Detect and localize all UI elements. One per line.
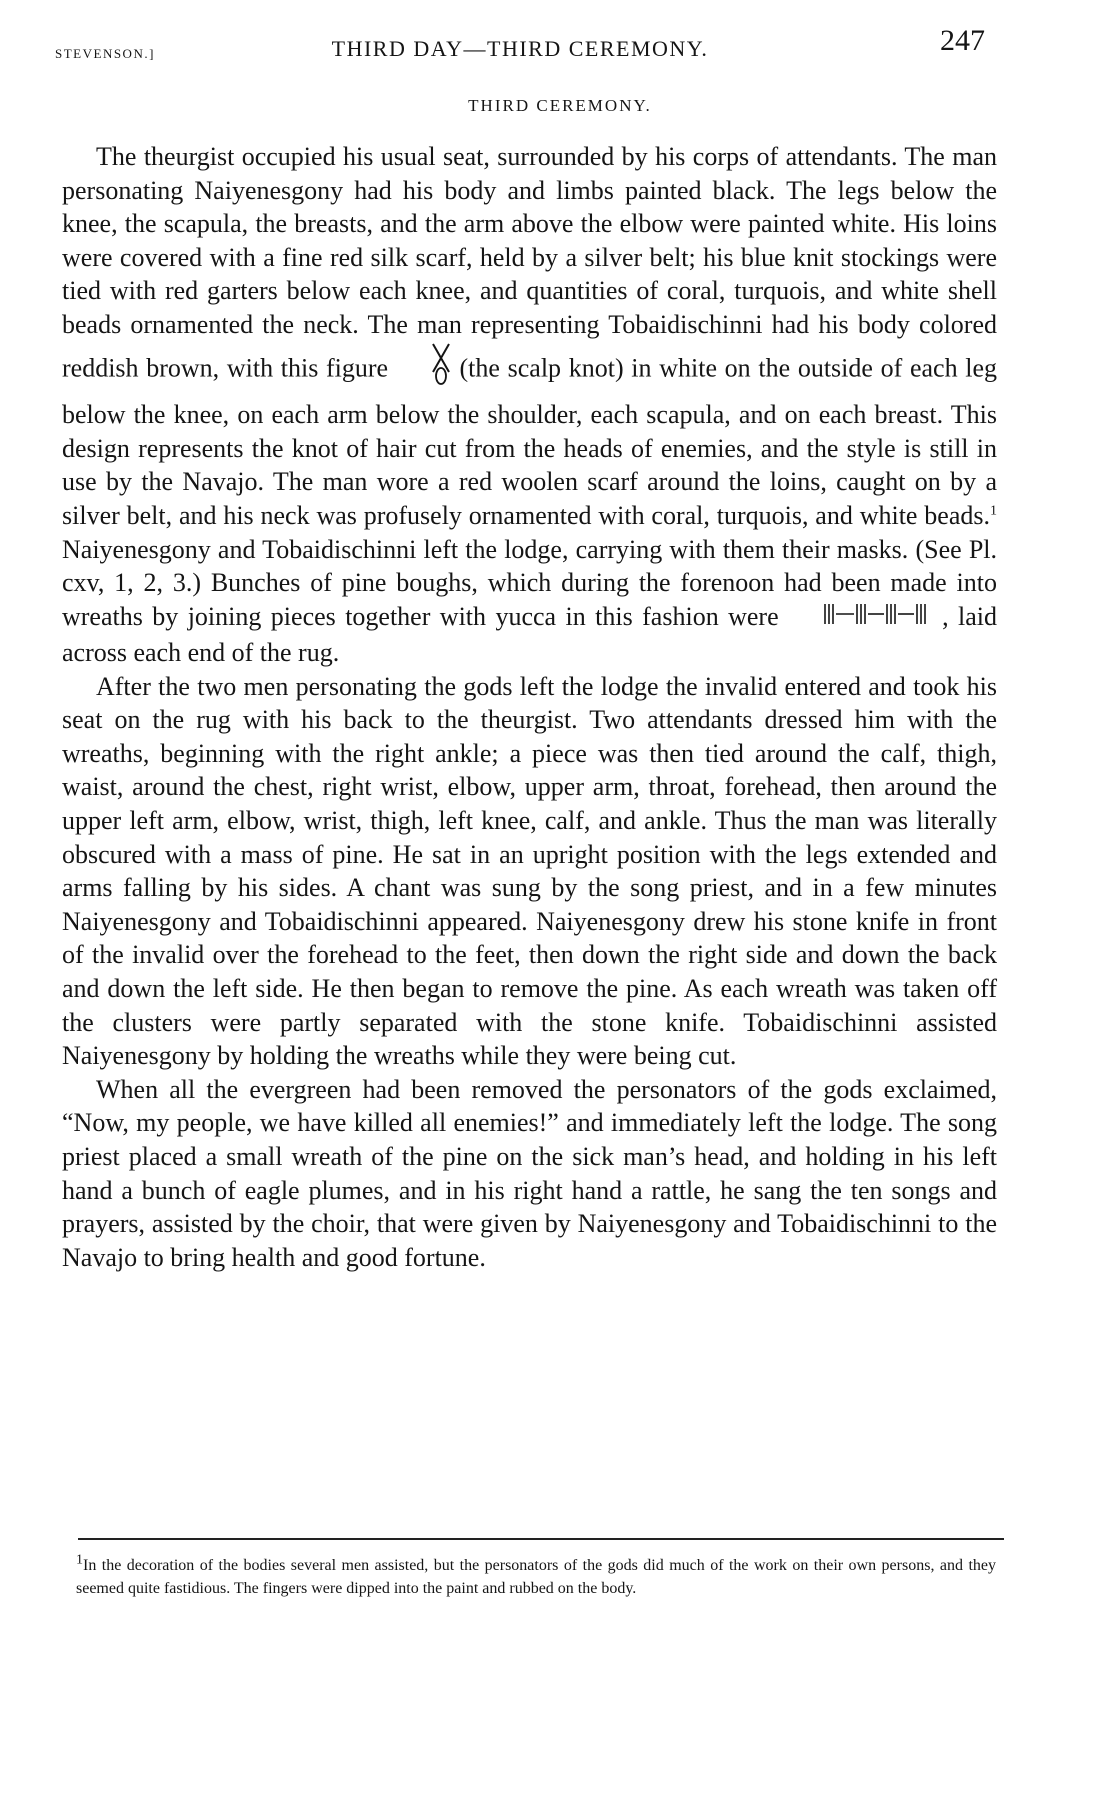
footnote-divider	[78, 1538, 1004, 1540]
footnote	[76, 1554, 996, 1600]
running-head	[55, 24, 985, 74]
paragraph-1-part-c: Naiyenesgony and Tobaidischinni left the lodge, carrying with them their masks. (See Pl. cxv, 1, 2, 3.) Bunches of pine boughs, which during the forenoon had been made into wreaths by joining pieces together with yucca in this fashion were	[62, 534, 997, 631]
paragraph-2: After the two men personating the gods left the lodge the invalid entered and took his seat on the rug with his back to the theurgist. Two attendants dressed him with the wreaths, beginning with the right ankle; a piece was then tied around the calf, thigh, waist, around the chest, right wrist, elbow, upper arm, throat, forehead, then around the upper left arm, elbow, wrist, thigh, left knee, calf, and ankle. Thus the man was literally obscured with a mass of pine. He sat in an upright position with the legs extended and arms falling by his sides. A chant was sung by the song priest, and in a few minutes Naiyenesgony and Tobaidischinni appeared. Naiyenesgony drew his stone knife in front of the invalid over the forehead to the feet, then down the right side and down the back and down the left side. He then began to remove the pine. As each wreath was taken off the clusters were partly separated with the stone knife. Tobaidischinni assisted Naiyenesgony by holding the wreaths while they were being cut.	[62, 671, 997, 1071]
footnote-reference: 1	[990, 503, 997, 519]
running-head-author: STEVENSON.]	[55, 46, 155, 61]
footnote-text: In the decoration of the bodies several men assisted, but the personators of the gods did much of the work on their own persons, and they seemed quite fastidious. The fingers were dipped into the paint and rubbed on the body.	[76, 1557, 996, 1597]
pine-wreath-figure-icon	[788, 601, 942, 636]
paragraph-3: When all the evergreen had been removed the personators of the gods exclaimed, “Now, my people, we have killed all enemies!” and immediately left the lodge. The song priest placed a small wreath of the pine on the sick man’s head, and holding in his left hand a bunch of eagle plumes, and in his right hand a rattle, he sang the ten songs and prayers, assisted by the choir, that were given by Naiyenesgony and Tobaidischinni to the Navajo to bring health and good fortune.	[62, 1074, 997, 1272]
paragraph-1-part-b: (the scalp knot) in white on the outside of each leg below the knee, on each arm below the shoulder, each scapula, and on each breast. This design represents the knot of hair cut from the heads of enemies, and the style is still in use by the Navajo. The man wore a red woolen scarf around the loins, caught on by a silver belt, and his neck was profusely ornamented with coral, turquois, and white beads.	[62, 352, 998, 530]
paragraph-1	[62, 140, 997, 670]
page-number: 247	[940, 24, 985, 57]
running-head-title: THIRD DAY—THIRD CEREMONY.	[331, 36, 709, 61]
body-text	[62, 140, 997, 1274]
section-title: THIRD CEREMONY.	[468, 96, 652, 115]
paragraph-1-part-d: , laid across each end of the rug.	[62, 601, 997, 668]
paragraph-1-part-a: The theurgist occupied his usual seat, surrounded by his corps of attendants. The man personating Naiyenesgony had his body and limbs painted black. The legs below the knee, the scapula, the breasts, and the arm above the elbow were painted white. His loins were covered with a fine red silk scarf, held by a silver belt; his blue knit stockings were tied with red garters below each knee, and quantities of coral, turquois, and white shell beads ornamented the neck. The man representing Tobaidischinni had his body colored reddish brown, with this figure	[62, 142, 997, 382]
scalp-knot-figure-icon	[396, 342, 452, 399]
footnote-marker: 1	[76, 1552, 83, 1568]
